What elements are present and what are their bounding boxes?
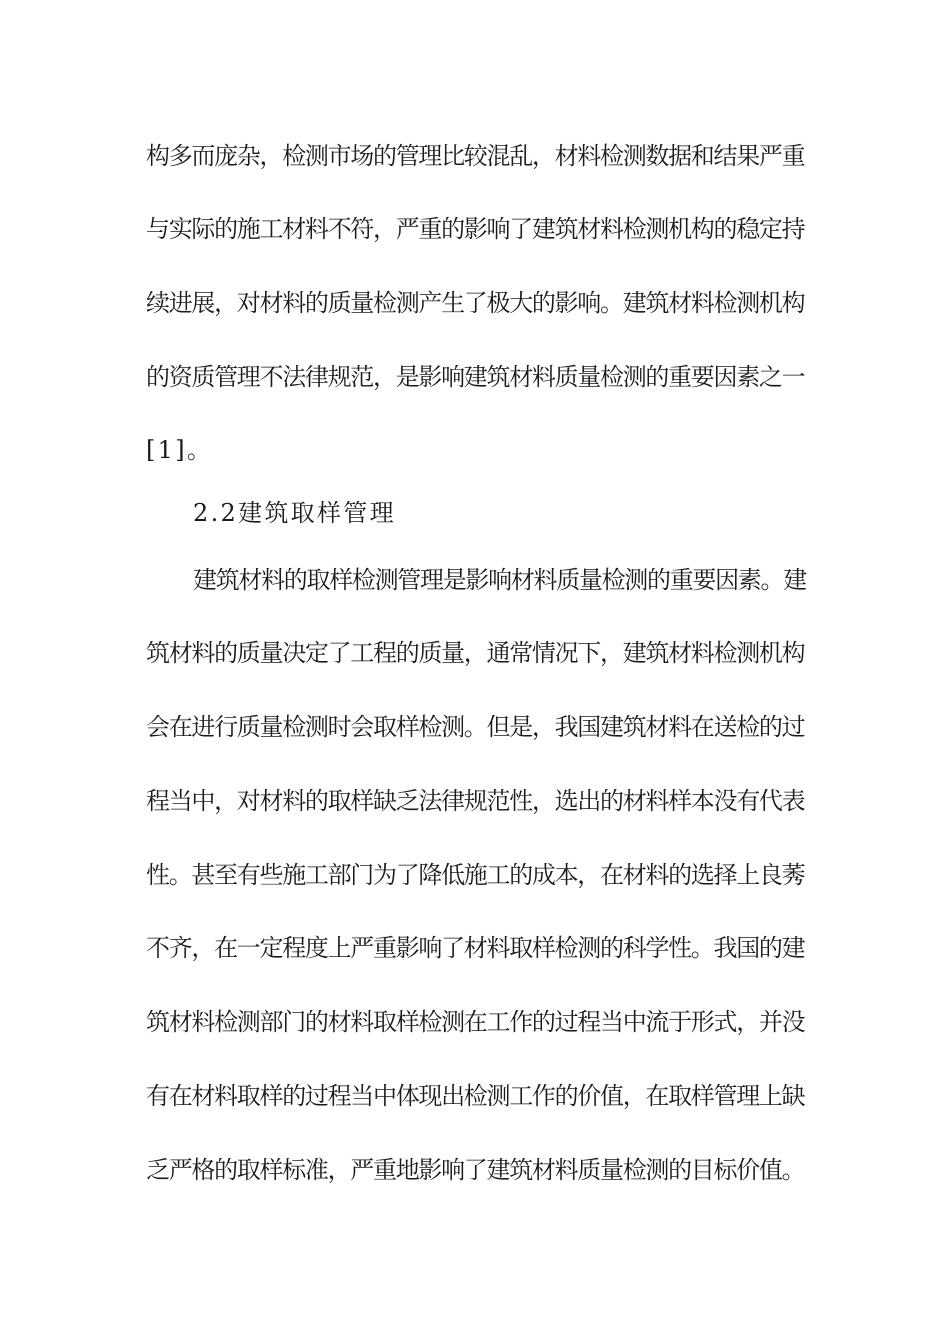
paragraph-line-7: 筑材料的质量决定了工程的质量，通常情况下，建筑材料检测机构 bbox=[146, 639, 805, 667]
section-heading: 2.2建筑取样管理 bbox=[193, 499, 396, 527]
paragraph-line-1: 构多而庞杂，检测市场的管理比较混乱，材料检测数据和结果严重 bbox=[146, 142, 805, 170]
paragraph-line-14: 乏严格的取样标准，严重地影响了建筑材料质量检测的目标价值。 bbox=[146, 1156, 805, 1184]
paragraph-line-3: 续进展，对材料的质量检测产生了极大的影响。建筑材料检测机构 bbox=[146, 289, 805, 317]
citation-line: [1]。 bbox=[146, 436, 214, 464]
paragraph-line-2: 与实际的施工材料不符，严重的影响了建筑材料检测机构的稳定持 bbox=[146, 215, 805, 243]
paragraph-line-6: 建筑材料的取样检测管理是影响材料质量检测的重要因素。建 bbox=[193, 566, 806, 594]
paragraph-line-11: 不齐，在一定程度上严重影响了材料取样检测的科学性。我国的建 bbox=[146, 934, 805, 962]
paragraph-line-13: 有在材料取样的过程当中体现出检测工作的价值，在取样管理上缺 bbox=[146, 1082, 805, 1110]
paragraph-line-12: 筑材料检测部门的材料取样检测在工作的过程当中流于形式，并没 bbox=[146, 1008, 805, 1036]
paragraph-line-4: 的资质管理不法律规范，是影响建筑材料质量检测的重要因素之一 bbox=[146, 363, 805, 391]
paragraph-line-9: 程当中，对材料的取样缺乏法律规范性，选出的材料样本没有代表 bbox=[146, 787, 805, 815]
paragraph-line-8: 会在进行质量检测时会取样检测。但是，我国建筑材料在送检的过 bbox=[146, 713, 805, 741]
paragraph-line-10: 性。甚至有些施工部门为了降低施工的成本，在材料的选择上良莠 bbox=[146, 861, 805, 889]
